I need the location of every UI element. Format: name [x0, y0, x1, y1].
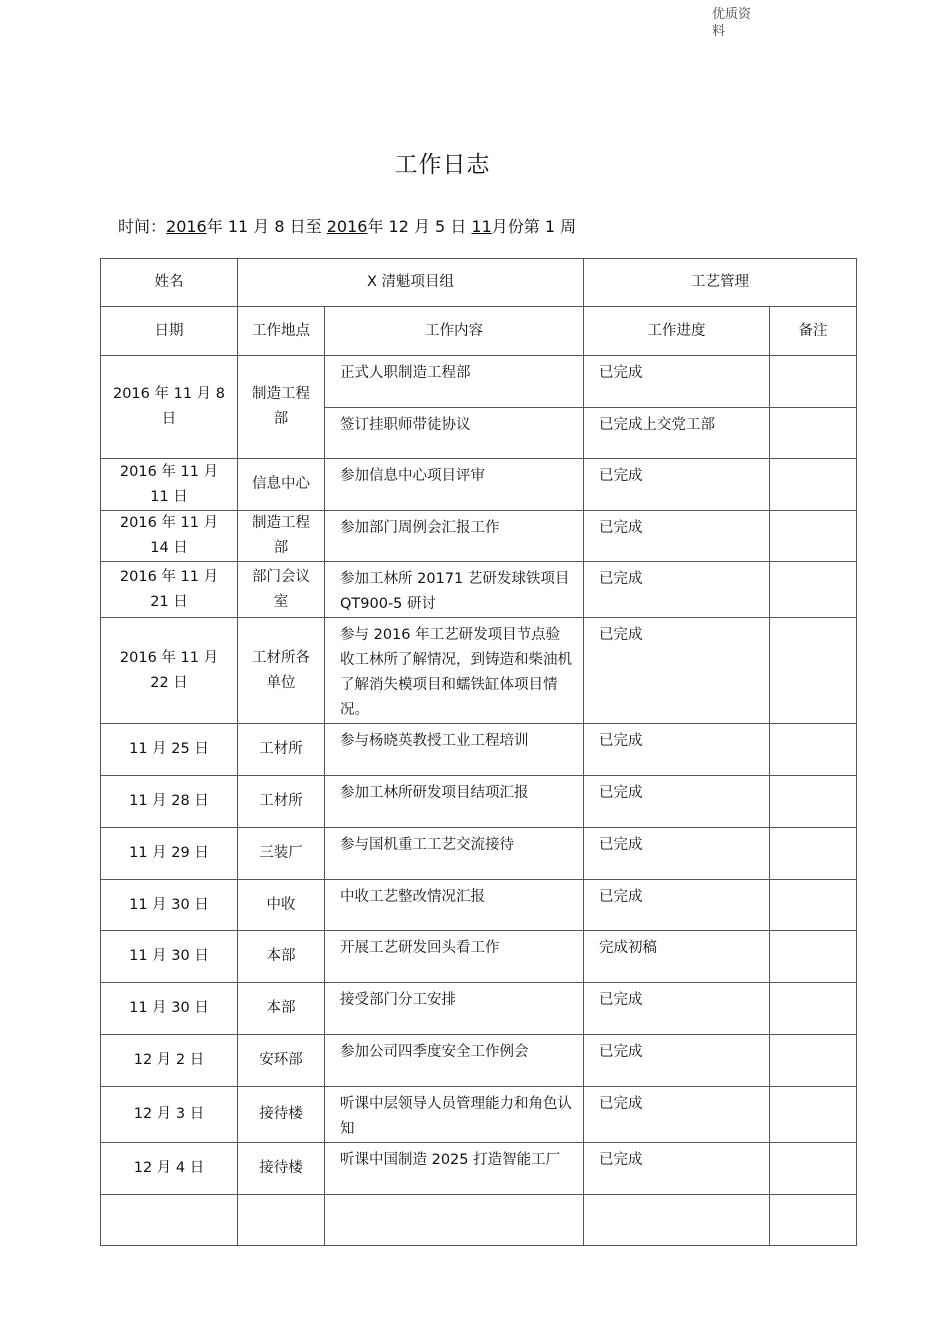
- progress-cell: 已完成: [584, 828, 770, 880]
- table-row: [101, 1087, 857, 1143]
- progress-cell: 已完成: [584, 1035, 770, 1087]
- content-cell: 参加信息中心项目评审: [325, 459, 584, 511]
- date-cell: 2016 年 11 月 11 日: [101, 459, 238, 511]
- place-cell: 信息中心: [238, 459, 325, 511]
- name-value-cell: X 清魁项目组: [238, 259, 584, 307]
- remark-cell: [770, 1087, 857, 1143]
- place-cell: 工材所各单位: [238, 618, 325, 724]
- content-cell: 正式人职制造工程部: [325, 356, 584, 408]
- table-row: [101, 511, 857, 562]
- table-row: [101, 1195, 857, 1246]
- place-cell: 部门会议室: [238, 562, 325, 618]
- remark-cell: [770, 931, 857, 983]
- content-cell: 中收工艺整改情况汇报: [325, 880, 584, 931]
- table-row: [101, 983, 857, 1035]
- date-cell: 11 月 30 日: [101, 931, 238, 983]
- date-cell: 11 月 25 日: [101, 724, 238, 776]
- column-header-remark: 备注: [770, 307, 857, 356]
- place-cell: 工材所: [238, 776, 325, 828]
- column-header-progress: 工作进度: [584, 307, 770, 356]
- page-title: 工作日志: [394, 152, 491, 178]
- remark-cell: [770, 983, 857, 1035]
- place-cell: 中收: [238, 880, 325, 931]
- period-suffix: 月份第 1 周: [491, 217, 577, 236]
- date-cell: 11 月 30 日: [101, 983, 238, 1035]
- remark-cell: [770, 776, 857, 828]
- progress-cell: 已完成: [584, 511, 770, 562]
- watermark-text: 优质资料: [712, 7, 752, 39]
- date-cell: 11 月 29 日: [101, 828, 238, 880]
- progress-cell: [584, 1195, 770, 1246]
- content-cell: 参与国机重工工艺交流接待: [325, 828, 584, 880]
- column-header-content: 工作内容: [325, 307, 584, 356]
- content-cell: 参加公司四季度安全工作例会: [325, 1035, 584, 1087]
- progress-cell: 已完成: [584, 776, 770, 828]
- date-cell: 12 月 4 日: [101, 1143, 238, 1195]
- place-cell: 本部: [238, 983, 325, 1035]
- period-prefix: 时间：: [118, 217, 167, 236]
- content-cell: 参加部门周例会汇报工作: [325, 511, 584, 562]
- place-cell: 制造工程部: [238, 356, 325, 459]
- header-row-columns: [101, 307, 857, 356]
- progress-cell: 已完成: [584, 459, 770, 511]
- table-row: [101, 828, 857, 880]
- table-row: [101, 618, 857, 724]
- content-cell: 开展工艺研发回头看工作: [325, 931, 584, 983]
- remark-cell: [770, 880, 857, 931]
- remark-cell: [770, 1143, 857, 1195]
- period-start-rest: 年 11 月 8 日至: [206, 217, 327, 236]
- date-cell: 2016 年 11 月 8 日: [101, 356, 238, 459]
- content-cell: [325, 1195, 584, 1246]
- progress-cell: 完成初稿: [584, 931, 770, 983]
- content-cell: 签订挂职师带徒协议: [325, 408, 584, 459]
- date-cell: [101, 1195, 238, 1246]
- progress-cell: 已完成: [584, 1143, 770, 1195]
- period-start-year: 2016: [166, 217, 207, 236]
- progress-cell: 已完成上交党工部: [584, 408, 770, 459]
- remark-cell: [770, 724, 857, 776]
- table-row: [101, 1143, 857, 1195]
- place-cell: 制造工程部: [238, 511, 325, 562]
- progress-cell: 已完成: [584, 880, 770, 931]
- date-cell: 12 月 2 日: [101, 1035, 238, 1087]
- place-cell: 安环部: [238, 1035, 325, 1087]
- content-cell: 参加工林所研发项目结项汇报: [325, 776, 584, 828]
- remark-cell: [770, 356, 857, 408]
- remark-cell: [770, 1035, 857, 1087]
- column-header-place: 工作地点: [238, 307, 325, 356]
- content-cell: 听课中层领导人员管理能力和角色认知: [325, 1087, 584, 1143]
- progress-cell: 已完成: [584, 983, 770, 1035]
- remark-cell: [770, 828, 857, 880]
- header-row-name: [101, 259, 857, 307]
- role-value-cell: 工艺管理: [584, 259, 857, 307]
- place-cell: 工材所: [238, 724, 325, 776]
- remark-cell: [770, 562, 857, 618]
- date-cell: 2016 年 11 月 21 日: [101, 562, 238, 618]
- progress-cell: 已完成: [584, 724, 770, 776]
- place-cell: 三装厂: [238, 828, 325, 880]
- date-cell: 11 月 30 日: [101, 880, 238, 931]
- progress-cell: 已完成: [584, 1087, 770, 1143]
- date-cell: 12 月 3 日: [101, 1087, 238, 1143]
- place-cell: 接待楼: [238, 1143, 325, 1195]
- remark-cell: [770, 618, 857, 724]
- place-cell: 本部: [238, 931, 325, 983]
- remark-cell: [770, 408, 857, 459]
- content-cell: 参与 2016 年工艺研发项目节点验收工林所了解情况，到铸造和柴油机了解消失模项目和蠕铁缸体项目情况。: [325, 618, 584, 724]
- place-cell: [238, 1195, 325, 1246]
- table-row: [101, 724, 857, 776]
- period-month: 11: [471, 217, 492, 236]
- date-cell: 2016 年 11 月 14 日: [101, 511, 238, 562]
- period-end-year: 2016: [326, 217, 368, 236]
- content-cell: 参加工林所 20171 艺研发球铁项目 QT900-5 研讨: [325, 562, 584, 618]
- period-line: [118, 214, 576, 237]
- table-row: [101, 1035, 857, 1087]
- content-cell: 接受部门分工安排: [325, 983, 584, 1035]
- remark-cell: [770, 1195, 857, 1246]
- date-cell: 2016 年 11 月 22 日: [101, 618, 238, 724]
- table-row: [101, 459, 857, 511]
- progress-cell: 已完成: [584, 618, 770, 724]
- table-row: [101, 562, 857, 618]
- name-label-cell: 姓名: [101, 259, 238, 307]
- table-row: [101, 931, 857, 983]
- work-log-table: [100, 258, 857, 1246]
- remark-cell: [770, 511, 857, 562]
- table-row: [101, 776, 857, 828]
- table-row: [101, 880, 857, 931]
- place-cell: 接待楼: [238, 1087, 325, 1143]
- progress-cell: 已完成: [584, 562, 770, 618]
- progress-cell: 已完成: [584, 356, 770, 408]
- period-end-rest: 年 12 月 5 日: [367, 217, 472, 236]
- content-cell: 听课中国制造 2025 打造智能工厂: [325, 1143, 584, 1195]
- content-cell: 参与杨晓英教授工业工程培训: [325, 724, 584, 776]
- remark-cell: [770, 459, 857, 511]
- date-cell: 11 月 28 日: [101, 776, 238, 828]
- column-header-date: 日期: [101, 307, 238, 356]
- table-row: [101, 356, 857, 408]
